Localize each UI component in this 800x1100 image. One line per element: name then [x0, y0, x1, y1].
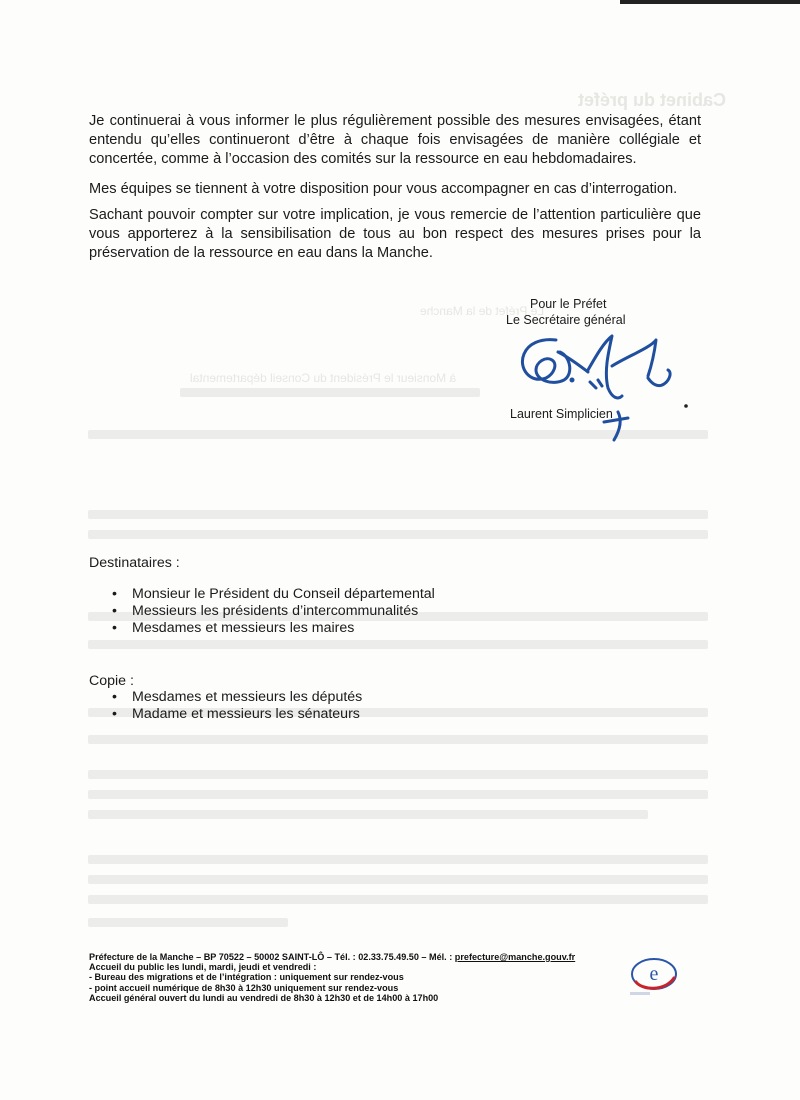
bleed-through-block	[88, 895, 708, 904]
footer-hours-line: - point accueil numérique de 8h30 à 12h30 uniquement sur rendez-vous	[89, 982, 399, 993]
copy-list	[110, 689, 362, 723]
bleed-through-block	[88, 918, 288, 927]
bleed-through-block	[88, 530, 708, 539]
marianne-e-logo	[628, 952, 680, 998]
copy-recipient-label: Madame et messieurs les sénateurs	[132, 705, 360, 722]
bleed-through-block	[88, 640, 708, 649]
recipient-label: Monsieur le Président du Conseil départemental	[132, 586, 435, 602]
bleed-through-block	[88, 790, 708, 799]
footer-hours-line: - Bureau des migrations et de l’intégration : uniquement sur rendez-vous	[89, 972, 404, 983]
footer-hours-line: Accueil du public les lundi, mardi, jeudi et vendredi :	[89, 962, 317, 973]
closing-paragraph-2: Mes équipes se tiennent à votre disposition pour vous accompagner en cas d’interrogation.	[89, 181, 678, 197]
footer-hours-line: Accueil général ouvert du lundi au vendredi de 8h30 à 12h30 et de 14h00 à 17h00	[89, 992, 439, 1003]
recipients-heading: Destinataires :	[89, 555, 180, 571]
footer-address: Préfecture de la Manche – BP 70522 – 50002 SAINT-LÔ – Tél. : 02.33.75.49.50 – Mél. :	[89, 952, 455, 962]
handwritten-signature	[500, 326, 700, 446]
bleed-through-block	[88, 770, 708, 779]
closing-paragraph-3: Sachant pouvoir compter sur votre implication, je vous remercie de l’attention particulière que vous apporterez à la sensibilisation de tous au bon respect des mesures prises pour la préservation de la ressource en eau dans la Manche.	[89, 207, 701, 261]
page-footer	[89, 952, 649, 1003]
list-item	[110, 620, 435, 637]
bullet-icon: •	[112, 602, 117, 619]
bleed-through-block	[88, 875, 708, 884]
footer-address-line	[89, 952, 649, 962]
bleed-through-line-a: Le Préfet de la Manche	[420, 304, 545, 318]
closing-paragraph-1: Je continuerai à vous informer le plus régulièrement possible des mesures envisagées, étant entendu qu’elles continueront d’être à chaque fois envisagées de manière collégiale et concertée, comme à l’occasion des comités sur la ressource en eau hebdomadaires.	[89, 113, 701, 167]
footer-email-link[interactable]: prefecture@manche.gouv.fr	[454, 952, 576, 962]
copy-recipient-label: Mesdames et messieurs les députés	[132, 689, 363, 705]
signatory-title: Le Secrétaire général	[506, 313, 626, 327]
bleed-through-block	[88, 810, 648, 819]
bullet-icon: •	[112, 689, 117, 705]
list-item	[110, 706, 362, 723]
recipient-label: Mesdames et messieurs les maires	[132, 619, 355, 636]
bullet-icon: •	[112, 619, 117, 636]
bleed-through-line-b: à Monsieur le Président du Conseil départemental	[190, 371, 457, 385]
recipient-label: Messieurs les présidents d’intercommunalités	[132, 602, 419, 619]
bleed-through-block	[88, 855, 708, 864]
signatory-name: Laurent Simplicien	[510, 407, 613, 421]
bleed-through-block	[88, 510, 708, 519]
scan-edge-mark	[620, 0, 800, 4]
signature-for-line: Pour le Préfet	[530, 297, 607, 311]
bullet-icon: •	[112, 705, 117, 722]
bleed-through-heading: Cabinet du préfet	[578, 90, 727, 110]
list-item	[110, 603, 435, 620]
bleed-through-block	[180, 388, 480, 397]
list-item	[110, 586, 435, 603]
bleed-through-block	[88, 735, 708, 744]
list-item	[110, 689, 362, 706]
svg-text:e: e	[649, 963, 659, 985]
copy-heading: Copie :	[89, 673, 134, 689]
bullet-icon: •	[112, 586, 117, 602]
recipients-list	[110, 586, 435, 636]
